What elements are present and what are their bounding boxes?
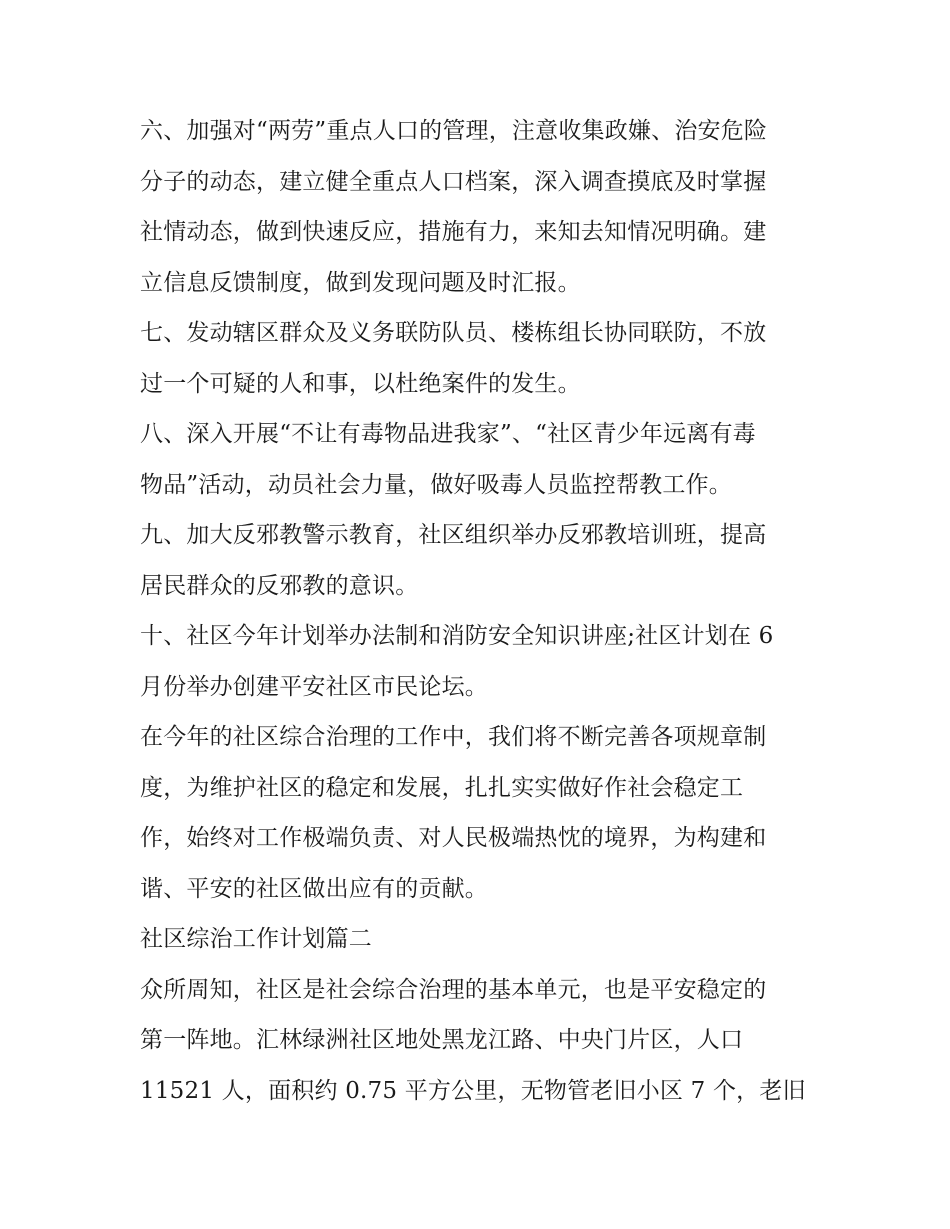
text-line: 第一阵地。汇林绿洲社区地处黑龙江路、中央门片区，人口: [140, 1027, 744, 1053]
text-line: 谐、平安的社区做出应有的贡献。: [140, 875, 488, 902]
text-line: 七、发动辖区群众及义务联防队员、楼栋组长协同联防，不放: [140, 320, 767, 346]
paragraph-conclusion: [140, 712, 820, 914]
text-line: 11521 人，面积约 0.75 平方公里，无物管老旧小区 7 个，老旧: [140, 1077, 806, 1104]
text-line: 居民群众的反邪教的意识。: [140, 572, 419, 599]
text-line: 八、深入开展“不让有毒物品进我家”、“社区青少年远离有毒: [140, 421, 756, 447]
paragraph-item-7: [140, 308, 820, 409]
text-line: 分子的动态，建立健全重点人口档案，深入调查摸底及时掌握: [140, 168, 767, 195]
section-title: [140, 914, 820, 965]
text-line: 六、加强对“两劳”重点人口的管理，注意收集政嫌、治安危险: [140, 118, 768, 144]
text-line: 物品”活动，动员社会力量，做好吸毒人员监控帮教工作。: [140, 471, 732, 498]
text-line: 月份举办创建平安社区市民论坛。: [140, 673, 488, 700]
paragraph-item-10: [140, 611, 820, 712]
paragraph-item-8: [140, 409, 820, 510]
text-line: 度，为维护社区的稳定和发展，扎扎实实做好作社会稳定工: [140, 774, 744, 801]
paragraph-item-9: [140, 510, 820, 611]
text-line: 社情动态，做到快速反应，措施有力，来知去知情况明确。建: [140, 219, 767, 245]
text-line: 众所周知，社区是社会综合治理的基本单元，也是平安稳定的: [140, 976, 767, 1003]
text-line: 十、社区今年计划举办法制和消防安全知识讲座;社区计划在 6: [140, 623, 774, 649]
text-line: 立信息反馈制度，做到发现问题及时汇报。: [140, 269, 581, 296]
paragraph-intro: [140, 965, 820, 1117]
text-line: 在今年的社区综合治理的工作中，我们将不断完善各项规章制: [140, 724, 767, 750]
document-body: [140, 106, 820, 1116]
text-line: 作，始终对工作极端负责、对人民极端热忱的境界，为构建和: [140, 825, 767, 851]
section-title-text: 社区综治工作计划篇二: [140, 926, 372, 952]
text-line: 过一个可疑的人和事，以杜绝案件的发生。: [140, 370, 581, 397]
text-line: 九、加大反邪教警示教育，社区组织举办反邪教培训班，提高: [140, 522, 767, 548]
paragraph-item-6: [140, 106, 820, 308]
